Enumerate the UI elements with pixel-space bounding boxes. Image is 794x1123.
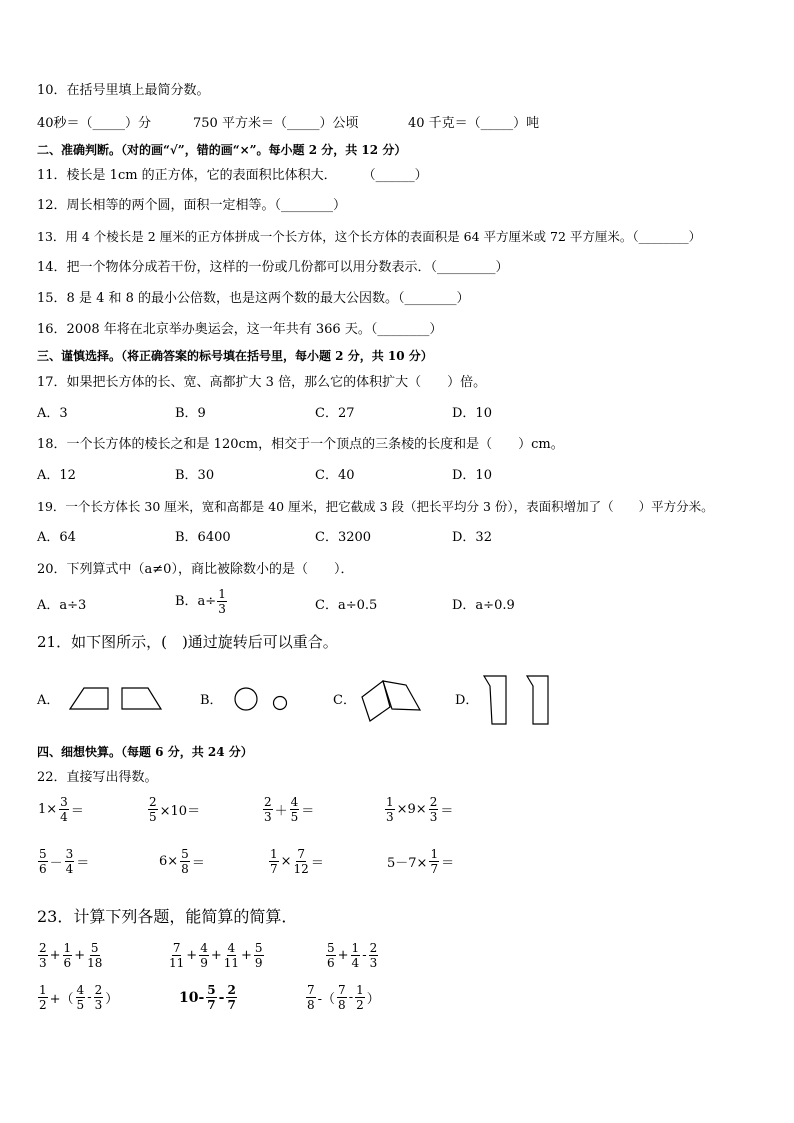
q10-part-c: 40 千克＝（_____）吨 bbox=[408, 116, 540, 131]
section-4-heading: 四、细想快算。（每题 6 分，共 24 分） bbox=[37, 745, 253, 759]
q23-expr-1: $\frac{2}{3}$ + $\frac{1}{6}$ + $\frac{5}{18}$ bbox=[39, 941, 103, 970]
question-19-options bbox=[37, 529, 737, 547]
question-15: 15．8 是 4 和 8 的最小公倍数，也是这两个数的最大公因数。（________） bbox=[37, 291, 470, 306]
option-d: D．10 bbox=[452, 406, 492, 421]
l-shape-pair-figure bbox=[480, 672, 552, 728]
q22-expr-4: $\frac{1}{3}$ ×9× $\frac{2}{3}$ ＝ bbox=[386, 795, 454, 824]
question-12: 12．周长相等的两个圆，面积一定相等。（________） bbox=[37, 198, 347, 213]
question-11: 11．棱长是 1cm 的正方体，它的表面积比体积大． （______） bbox=[37, 168, 428, 183]
figure-label-c: C． bbox=[333, 693, 356, 708]
question-17-options bbox=[37, 405, 737, 423]
option-a: A．a÷3 bbox=[37, 598, 87, 613]
option-a: A．3 bbox=[37, 406, 68, 421]
q22-expr-8: 5－7× $\frac{1}{7}$ ＝ bbox=[387, 847, 455, 876]
option-b: B．6400 bbox=[175, 530, 231, 545]
section-2-heading: 二、准确判断。（对的画“√”，错的画“×”。每小题 2 分，共 12 分） bbox=[37, 143, 407, 157]
option-d: D．10 bbox=[452, 468, 492, 483]
q23-expr-4: $\frac{1}{2}$ +（ $\frac{4}{5}$ - $\frac{2}{3}$ ） bbox=[39, 983, 119, 1012]
q23-expr-5: 10- $\frac{5}{7}$ - $\frac{2}{7}$ bbox=[179, 983, 236, 1012]
q23-expr-6: $\frac{7}{8}$ -（ $\frac{7}{8}$ - $\frac{1}{2}$ ） bbox=[307, 983, 380, 1012]
question-18-options bbox=[37, 467, 737, 485]
question-23-title: 23．计算下列各题，能简算的简算． bbox=[37, 907, 298, 926]
question-10-title: 10．在括号里填上最简分数。 bbox=[37, 83, 210, 98]
q22-expr-6: 6× $\frac{5}{8}$ ＝ bbox=[159, 847, 205, 876]
option-b: B．9 bbox=[175, 406, 206, 421]
figure-label-b: B． bbox=[200, 693, 223, 708]
question-19: 19．一个长方体长 30 厘米，宽和高都是 40 厘米，把它截成 3 段（把长平均分 3 份），表面积增加了（ ）平方分米。 bbox=[37, 499, 714, 514]
question-17: 17．如果把长方体的长、宽、高都扩大 3 倍，那么它的体积扩大（ ）倍。 bbox=[37, 375, 487, 390]
q23-expr-3: $\frac{5}{6}$ + $\frac{1}{4}$ - $\frac{2}{3}$ bbox=[327, 941, 378, 970]
rotated-quadrilateral-figure bbox=[358, 677, 424, 723]
option-b-prefix: B．a÷ bbox=[175, 593, 217, 609]
question-21: 21．如下图所示，( )通过旋转后可以重合。 bbox=[37, 633, 338, 651]
figure-label-d: D． bbox=[455, 693, 479, 708]
option-b: B．30 bbox=[175, 468, 215, 483]
question-16: 16．2008 年将在北京举办奥运会，这一年共有 366 天。（________） bbox=[37, 322, 443, 337]
option-a: A．12 bbox=[37, 468, 76, 483]
option-d: D．32 bbox=[452, 530, 492, 545]
question-13: 13．用 4 个棱长是 2 厘米的正方体拼成一个长方体，这个长方体的表面积是 64 平方厘米或 72 平方厘米。（________） bbox=[37, 229, 702, 244]
option-c: C．3200 bbox=[315, 530, 372, 545]
q22-expr-3: $\frac{2}{3}$ ＋ $\frac{4}{5}$ ＝ bbox=[264, 795, 315, 824]
q22-expr-5: $\frac{5}{6}$ － $\frac{3}{4}$ ＝ bbox=[39, 847, 90, 876]
q22-expr-7: $\frac{1}{7}$ × $\frac{7}{12}$ ＝ bbox=[270, 847, 324, 876]
option-c: C．a÷0.5 bbox=[315, 598, 378, 613]
question-20: 20．下列算式中（a≠0），商比被除数小的是（ ）． bbox=[37, 562, 354, 577]
option-c: C．40 bbox=[315, 468, 355, 483]
q22-expr-2: $\frac{2}{5}$ ×10＝ bbox=[149, 795, 201, 824]
circle-pair-figure bbox=[232, 685, 292, 715]
figure-label-a: A． bbox=[37, 693, 60, 708]
trapezoid-pair-figure bbox=[66, 686, 166, 712]
option-b bbox=[175, 588, 228, 615]
question-14: 14．把一个物体分成若干份，这样的一份或几份都可以用分数表示．（_________） bbox=[37, 260, 509, 275]
fraction: $\frac{1}{3}$ bbox=[218, 587, 226, 616]
q10-part-b: 750 平方米＝（_____）公顷 bbox=[193, 116, 359, 131]
option-a: A．64 bbox=[37, 530, 76, 545]
section-3-heading: 三、谨慎选择。（将正确答案的标号填在括号里，每小题 2 分，共 10 分） bbox=[37, 349, 433, 363]
question-20-options bbox=[37, 587, 737, 618]
question-22-title: 22．直接写出得数。 bbox=[37, 770, 158, 785]
q10-part-a: 40秒＝（_____）分 bbox=[37, 116, 152, 131]
option-d: D．a÷0.9 bbox=[452, 598, 515, 613]
question-18: 18．一个长方体的棱长之和是 120cm，相交于一个顶点的三条棱的长度和是（ ）cm。 bbox=[37, 437, 564, 452]
q23-expr-2: $\frac{7}{11}$ + $\frac{4}{9}$ + $\frac{4}{11}$ + $\frac{5}{9}$ bbox=[169, 941, 263, 970]
q22-expr-1: 1× $\frac{3}{4}$ ＝ bbox=[38, 795, 84, 824]
option-c: C．27 bbox=[315, 406, 355, 421]
